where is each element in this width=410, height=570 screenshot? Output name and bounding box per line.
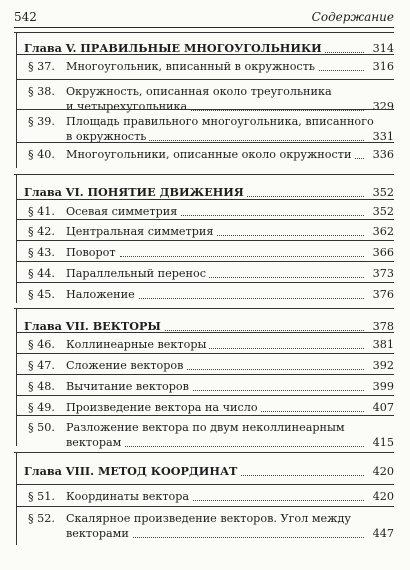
page-ref: 376: [370, 287, 394, 302]
section-number: § 44.: [28, 267, 55, 280]
section-number: § 51.: [28, 490, 55, 503]
section-number: § 49.: [28, 401, 55, 414]
page-ref: 407: [370, 400, 394, 415]
page-number: 542: [14, 10, 37, 24]
section-title-line: Координаты вектора: [66, 489, 192, 504]
section-rule: [16, 240, 394, 241]
page-ref: 415: [370, 435, 394, 450]
section-title-line: векторам: [66, 435, 124, 450]
toc-section-entry[interactable]: [0, 400, 410, 415]
chapter-rule: [14, 452, 394, 453]
page-ref: 447: [370, 526, 394, 541]
toc-section-entry[interactable]: [0, 489, 410, 504]
section-title-line: Наложение: [66, 287, 138, 302]
section-number: § 52.: [28, 512, 55, 525]
toc-section-entry[interactable]: [0, 420, 410, 450]
section-number: § 45.: [28, 288, 55, 301]
toc-section-entry[interactable]: [0, 511, 410, 541]
page-ref: 316: [370, 59, 394, 74]
page-ref: 381: [370, 337, 394, 352]
section-rule: [16, 261, 394, 262]
section-rule: [16, 484, 394, 485]
toc-section-entry[interactable]: [0, 224, 410, 239]
toc-section-entry[interactable]: [0, 337, 410, 352]
page-ref: 373: [370, 266, 394, 281]
section-rule: [16, 415, 394, 416]
section-rule: [16, 199, 394, 200]
section-rule: [16, 374, 394, 375]
page-ref: 420: [370, 489, 394, 504]
section-title-line: Скалярное произведение векторов. Угол между: [66, 511, 354, 526]
toc-section-entry[interactable]: [0, 379, 410, 394]
dot-leader: [120, 537, 364, 538]
section-title-line: в окружность: [66, 129, 149, 144]
section-title-line: Многоугольник, вписанный в окружность: [66, 59, 318, 74]
page-ref: 378: [370, 319, 394, 334]
section-number: § 40.: [28, 148, 55, 161]
left-border-rule: [16, 308, 17, 446]
dot-leader: [120, 256, 364, 257]
section-number: § 43.: [28, 246, 55, 259]
section-rule: [16, 506, 394, 507]
page-ref: 329: [370, 99, 394, 114]
section-title-line: Сложение векторов: [66, 358, 186, 373]
section-number: § 39.: [28, 115, 55, 128]
chapter-rule: [14, 32, 394, 33]
section-title-line: Поворот: [66, 245, 119, 260]
chapter-rule: [14, 174, 394, 175]
page-ref: 420: [370, 464, 394, 479]
left-border-rule: [16, 452, 17, 545]
section-title-line: Коллинеарные векторы: [66, 337, 209, 352]
section-rule: [16, 54, 394, 55]
section-title-line: Окружность, описанная около треугольника: [66, 84, 335, 99]
section-rule: [16, 395, 394, 396]
page-ref: 362: [370, 224, 394, 239]
chapter-title: Глава VII. ВЕКТОРЫ: [24, 319, 164, 334]
section-title-line: Произведение вектора на число: [66, 400, 261, 415]
dot-leader: [120, 446, 364, 447]
toc-section-entry[interactable]: [0, 245, 410, 260]
section-rule: [16, 282, 394, 283]
chapter-title: Глава VI. ПОНЯТИЕ ДВИЖЕНИЯ: [24, 185, 247, 200]
section-rule: [16, 219, 394, 220]
chapter-title: Глава VIII. МЕТОД КООРДИНАТ: [24, 464, 240, 479]
left-border-rule: [16, 32, 17, 168]
section-title-line: Осевая симметрия: [66, 204, 180, 219]
section-title-line: векторами: [66, 526, 132, 541]
toc-chapter-entry[interactable]: [0, 185, 410, 200]
page-ref: 314: [370, 41, 394, 56]
page-ref: 336: [370, 147, 394, 162]
toc-section-entry[interactable]: [0, 287, 410, 302]
section-number: § 47.: [28, 359, 55, 372]
page-ref: 352: [370, 204, 394, 219]
toc-section-entry[interactable]: [0, 266, 410, 281]
section-rule: [16, 353, 394, 354]
section-rule: [16, 332, 394, 333]
section-title-line: Центральная симметрия: [66, 224, 216, 239]
chapter-title: Глава V. ПРАВИЛЬНЫЕ МНОГОУГОЛЬНИКИ: [24, 41, 325, 56]
toc-section-entry[interactable]: [0, 147, 410, 162]
section-number: § 37.: [28, 60, 55, 73]
section-title-line: Многоугольники, описанные около окружности: [66, 147, 354, 162]
page-ref: 399: [370, 379, 394, 394]
left-border-rule: [16, 174, 17, 303]
toc-chapter-entry[interactable]: [0, 464, 410, 479]
section-number: § 42.: [28, 225, 55, 238]
page-ref: 352: [370, 185, 394, 200]
section-number: § 50.: [28, 421, 55, 434]
running-title: Содержание: [311, 10, 394, 24]
section-title-line: Вычитание векторов: [66, 379, 192, 394]
section-title-line: Площадь правильного многоугольника, вписанного: [66, 114, 377, 129]
section-number: § 46.: [28, 338, 55, 351]
dot-leader: [120, 140, 364, 141]
dot-leader: [150, 330, 364, 331]
chapter-rule: [14, 308, 394, 309]
section-title-line: и четырехугольника: [66, 99, 190, 114]
section-title-line: Разложение вектора по двум неколлинеарным: [66, 420, 348, 435]
section-rule: [16, 142, 394, 143]
section-title-line: Параллельный перенос: [66, 266, 209, 281]
toc-section-entry[interactable]: [0, 358, 410, 373]
section-number: § 38.: [28, 85, 55, 98]
section-number: § 48.: [28, 380, 55, 393]
section-number: § 41.: [28, 205, 55, 218]
page-ref: 331: [370, 129, 394, 144]
toc-section-entry[interactable]: [0, 59, 410, 74]
section-rule: [16, 109, 394, 110]
toc-section-entry[interactable]: [0, 114, 410, 144]
page-ref: 366: [370, 245, 394, 260]
toc-section-entry[interactable]: [0, 204, 410, 219]
dot-leader: [120, 298, 364, 299]
section-rule: [16, 79, 394, 80]
page-ref: 392: [370, 358, 394, 373]
